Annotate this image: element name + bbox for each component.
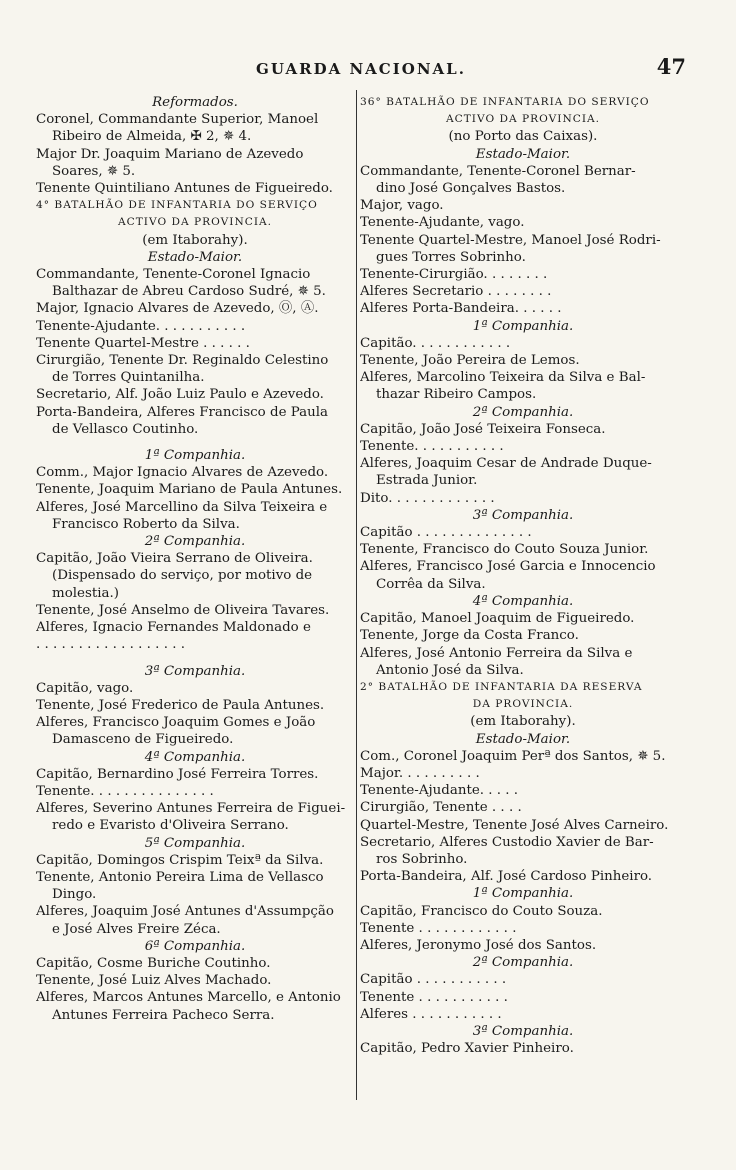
text-line: Damasceno de Figueiredo. <box>52 732 234 748</box>
text-line: Capitão, João Vieira Serrano de Oliveira. <box>36 551 313 567</box>
text-line: Tenente Quartel-Mestre, Manoel José Rodri- <box>360 232 661 248</box>
text-line: Antonio José da Silva. <box>376 662 524 678</box>
text-line: Major Dr. Joaquim Mariano de Azevedo <box>36 146 304 162</box>
column-divider <box>356 90 357 1100</box>
text-line: Tenente, José Luiz Alves Machado. <box>36 973 272 989</box>
text-line: molestia.) <box>52 585 119 601</box>
text-line: Tenente, Antonio Pereira Lima de Vellasco <box>36 869 324 885</box>
text-line: Tenente. . . . . . . . . . . <box>360 439 504 455</box>
location-note: (em Itaborahy). <box>470 714 576 730</box>
text-line: ros Sobrinho. <box>376 851 468 867</box>
text-line: gues Torres Sobrinho. <box>376 249 526 265</box>
company-heading: 3ª Companhia. <box>472 1023 574 1039</box>
text-line: Alferes, Ignacio Fernandes Maldonado e <box>36 620 311 636</box>
text-line: Major, Ignacio Alvares de Azevedo, Ⓞ, Ⓐ. <box>36 301 319 317</box>
text-line: Alferes, Joaquim José Antunes d'Assumpção <box>36 904 334 920</box>
text-line: Quartel-Mestre, Tenente José Alves Carneiro. <box>360 817 669 833</box>
text-line: Tenente, José Frederico de Paula Antunes. <box>36 697 325 713</box>
company-heading: 2ª Companhia. <box>472 404 574 420</box>
text-line: Balthazar de Abreu Cardoso Sudré, ✵ 5. <box>52 284 326 300</box>
text-line: de Vellasco Coutinho. <box>52 421 199 437</box>
battalion-heading: 2° BATALHÃO DE INFANTARIA DA RESERVA <box>360 680 643 693</box>
text-line: Alferes, José Antonio Ferreira da Silva e <box>360 645 633 661</box>
running-head-title: GUARDA NACIONAL. <box>256 60 466 78</box>
battalion-heading: 4° BATALHÃO DE INFANTARIA DO SERVIÇO <box>36 199 318 212</box>
text-line: Tenente-Ajudante. . . . . . . . . . . <box>36 318 246 334</box>
battalion-heading: ACTIVO DA PROVINCIA. <box>445 113 601 126</box>
section-heading-reformados: Reformados. <box>152 95 238 110</box>
text-line: Tenente, José Anselmo de Oliveira Tavares. <box>36 602 330 618</box>
battalion-heading: DA PROVINCIA. <box>472 698 574 711</box>
text-line: Tenente, Joaquim Mariano de Paula Antunes. <box>36 482 343 498</box>
text-line: Tenente, Francisco do Couto Souza Junior. <box>360 542 649 558</box>
right-column <box>360 94 686 1057</box>
company-heading: 4ª Companhia. <box>472 593 574 609</box>
text-line: Alferes, Jeronymo José dos Santos. <box>360 937 597 953</box>
left-column <box>36 94 354 1024</box>
text-line: Com., Coronel Joaquim Perª dos Santos, ✵ 5. <box>360 748 666 764</box>
text-line: Alferes . . . . . . . . . . . <box>360 1006 502 1022</box>
text-line: Alferes Secretario . . . . . . . . <box>360 284 552 300</box>
text-line: Commandante, Tenente-Coronel Ignacio <box>36 267 311 283</box>
text-line: Dito. . . . . . . . . . . . . <box>360 490 495 506</box>
company-heading: 6ª Companhia. <box>144 938 246 954</box>
text-line: Alferes, Marcolino Teixeira da Silva e Bal- <box>360 370 646 386</box>
text-line: Tenente . . . . . . . . . . . . <box>360 920 517 936</box>
text-line: Capitão . . . . . . . . . . . <box>360 972 507 988</box>
company-heading: 3ª Companhia. <box>472 507 574 523</box>
company-heading: 2ª Companhia. <box>144 534 246 550</box>
text-line: Comm., Major Ignacio Alvares de Azevedo. <box>36 465 329 481</box>
text-line: Tenente, Jorge da Costa Franco. <box>360 628 579 644</box>
text-line: dino José Gonçalves Bastos. <box>376 181 566 197</box>
text-line: Capitão. . . . . . . . . . . . <box>360 335 511 351</box>
text-line: Cirurgião, Tenente . . . . <box>360 800 522 816</box>
text-line: Estrada Junior. <box>376 473 478 489</box>
text-line: Antunes Ferreira Pacheco Serra. <box>52 1007 275 1023</box>
page-number: 47 <box>656 54 686 79</box>
text-line: Capitão, vago. <box>36 680 134 696</box>
text-line: Coronel, Commandante Superior, Manoel <box>36 112 319 128</box>
text-line: Secretario, Alf. João Luiz Paulo e Azevedo. <box>36 387 324 403</box>
text-line: Tenente-Ajudante. . . . . <box>360 783 519 799</box>
text-line: thazar Ribeiro Campos. <box>376 387 537 403</box>
text-line: Capitão, Cosme Buriche Coutinho. <box>36 955 271 971</box>
text-line: Secretario, Alferes Custodio Xavier de Bar- <box>360 834 654 850</box>
text-line: Capitão . . . . . . . . . . . . . . <box>360 525 532 541</box>
company-heading: 2ª Companhia. <box>472 955 574 971</box>
company-heading: 1ª Companhia. <box>472 886 574 902</box>
text-line: Tenente Quartel-Mestre . . . . . . <box>36 335 250 351</box>
text-line: Francisco Roberto da Silva. <box>52 516 240 532</box>
text-line: Alferes, José Marcellino da Silva Teixeira e <box>36 499 328 515</box>
text-line: Capitão, Manoel Joaquim de Figueiredo. <box>360 611 635 627</box>
text-line: Capitão, João José Teixeira Fonseca. <box>360 421 606 437</box>
text-line: de Torres Quintanilha. <box>52 370 205 386</box>
text-line: Major, vago. <box>360 198 444 214</box>
text-line: Alferes, Marcos Antunes Marcello, e Antonio <box>36 990 341 1006</box>
text-line: e José Alves Freire Zéca. <box>52 921 221 937</box>
text-line: Dingo. <box>52 887 97 903</box>
text-line: Cirurgião, Tenente Dr. Reginaldo Celestino <box>36 353 329 369</box>
text-line: Commandante, Tenente-Coronel Bernar- <box>360 163 636 179</box>
company-heading: 5ª Companhia. <box>144 835 246 851</box>
text-line: Capitão, Bernardino José Ferreira Torres. <box>36 766 319 782</box>
subsection-heading: Estado-Maior. <box>475 146 571 162</box>
text-line: Porta-Bandeira, Alf. José Cardoso Pinheiro. <box>360 869 653 885</box>
text-line: Alferes, Francisco Joaquim Gomes e João <box>36 715 316 731</box>
text-line: Tenente Quintiliano Antunes de Figueiredo. <box>36 181 333 197</box>
company-heading: 4ª Companhia. <box>144 749 246 765</box>
text-line: (Dispensado do serviço, por motivo de <box>52 568 313 584</box>
text-line: Capitão, Francisco do Couto Souza. <box>360 903 603 919</box>
text-line: redo e Evaristo d'Oliveira Serrano. <box>52 818 289 834</box>
subsection-heading: Estado-Maior. <box>475 731 571 747</box>
subsection-heading: Estado-Maior. <box>147 249 243 265</box>
text-line: Alferes, Severino Antunes Ferreira de Figuei- <box>36 801 346 817</box>
text-line: Corrêa da Silva. <box>376 576 486 592</box>
text-line: Capitão, Domingos Crispim Teixª da Silva. <box>36 852 324 868</box>
text-line: Tenente, João Pereira de Lemos. <box>360 353 580 369</box>
battalion-heading: ACTIVO DA PROVINCIA. <box>117 216 273 229</box>
battalion-heading: 36° BATALHÃO DE INFANTARIA DO SERVIÇO <box>360 96 650 108</box>
page-header <box>36 54 686 84</box>
text-line: Tenente-Ajudante, vago. <box>360 215 525 231</box>
text-line: Alferes, Francisco José Garcia e Innocencio <box>360 559 656 575</box>
text-line: Ribeiro de Almeida, ✠ 2, ✵ 4. <box>52 129 252 145</box>
text-line: Major. . . . . . . . . . <box>360 765 480 781</box>
text-line: Capitão, Pedro Xavier Pinheiro. <box>360 1041 574 1057</box>
location-note: (em Itaborahy). <box>142 232 248 248</box>
text-line: Tenente . . . . . . . . . . . <box>360 989 508 1005</box>
location-note: (no Porto das Caixas). <box>448 129 598 145</box>
dotted-placeholder: . . . . . . . . . . . . . . . . . . <box>36 637 185 653</box>
company-heading: 3ª Companhia. <box>144 663 246 679</box>
company-heading: 1ª Companhia. <box>472 318 574 334</box>
text-line: Soares, ✵ 5. <box>52 163 136 179</box>
text-line: Porta-Bandeira, Alferes Francisco de Paula <box>36 404 329 420</box>
text-line: Tenente-Cirurgião. . . . . . . . <box>360 267 548 283</box>
company-heading: 1ª Companhia. <box>144 448 246 464</box>
text-line: Tenente. . . . . . . . . . . . . . . <box>36 783 214 799</box>
text-line: Alferes, Joaquim Cesar de Andrade Duque- <box>360 456 652 472</box>
text-line: Alferes Porta-Bandeira. . . . . . <box>360 301 562 317</box>
